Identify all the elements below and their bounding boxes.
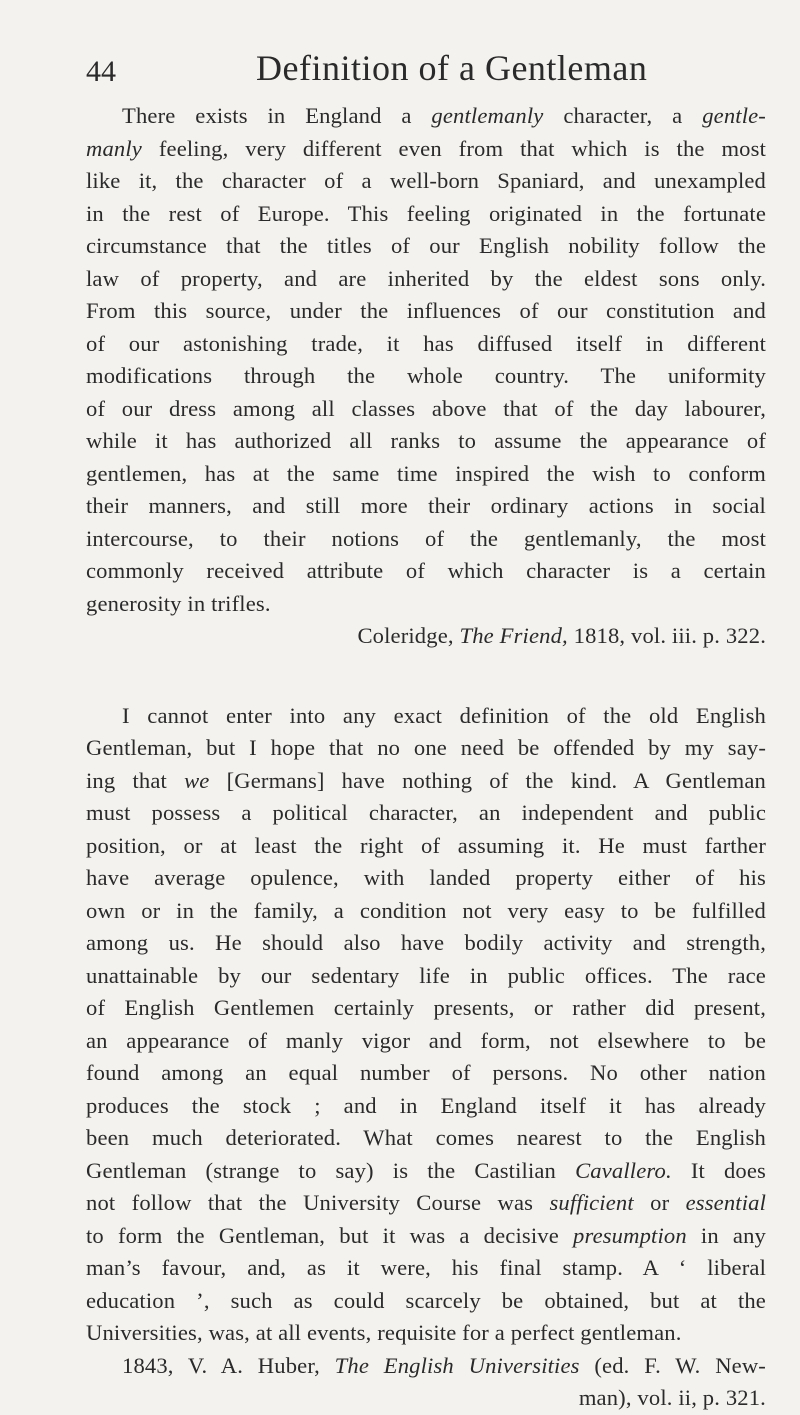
italic-text: gentle-	[702, 103, 766, 128]
huber-line: position, or at least the right of assuming it. He must farther	[86, 832, 766, 858]
huber-line: to form the Gentleman, but it was a decisive presumption in any	[86, 1222, 766, 1248]
italic-text: gentlemanly	[431, 103, 544, 128]
huber-line: must possess a political character, an independent and public	[86, 800, 766, 825]
huber-line: not follow that the University Course was sufficient or essential	[86, 1190, 767, 1215]
italic-text: we	[184, 767, 210, 793]
italic-text: sufficient	[549, 1190, 634, 1215]
page-number: 44	[86, 55, 116, 88]
coleridge-line: of our dress among all classes above that of the day labourer,	[86, 395, 766, 421]
huber-line: unattainable by our sedentary life in public offices. The race	[86, 962, 766, 988]
huber-line: an appearance of manly vigor and form, not elsewhere to be	[86, 1027, 766, 1053]
huber-line: I cannot enter into any exact definition of the old English	[122, 702, 766, 728]
coleridge-line: manly feeling, very different even from that which is the most	[86, 135, 766, 161]
coleridge-line: intercourse, to their notions of the gentlemanly, the most	[86, 525, 766, 551]
huber-line: own or in the family, a condition not very easy to be fulfilled	[86, 897, 766, 923]
huber-line: have average opulence, with landed property either of his	[86, 865, 766, 890]
running-title: Definition of a Gentleman	[256, 48, 648, 88]
huber-line: found among an equal number of persons. No other nation	[86, 1060, 766, 1085]
coleridge-line: their manners, and still more their ordinary actions in social	[86, 493, 766, 518]
coleridge-line: like it, the character of a well-born Spaniard, and unexampled	[86, 168, 766, 193]
italic-text: The English Universities	[334, 1352, 580, 1378]
coleridge-line: of our astonishing trade, it has diffused itself in different	[86, 330, 766, 356]
italic-text: Cavallero.	[575, 1157, 672, 1183]
huber-line: ing that we [Germans] have nothing of the kind. A Gentleman	[86, 767, 766, 793]
coleridge-line: in the rest of Europe. This feeling originated in the fortunate	[86, 200, 766, 226]
section-gap	[86, 653, 766, 700]
quotation-coleridge	[86, 100, 766, 620]
coleridge-line: generosity in trifles.	[86, 590, 271, 616]
coleridge-line: From this source, under the influences of our constitution and	[86, 298, 766, 323]
huber-line: Gentleman (strange to say) is the Castilian Cavallero. It does	[86, 1157, 766, 1183]
citation-huber-line-2: man), vol. ii, p. 321.	[578, 1385, 766, 1410]
coleridge-line: There exists in England a gentlemanly character, a gentle-	[122, 103, 766, 128]
italic-text: presumption	[573, 1222, 687, 1248]
huber-line: man’s favour, and, as it were, his final stamp. A ‘ liberal	[86, 1255, 766, 1280]
coleridge-line: circumstance that the titles of our English nobility follow the	[86, 233, 766, 258]
italic-text: manly	[86, 135, 142, 161]
huber-line: among us. He should also have bodily activity and strength,	[86, 930, 766, 955]
huber-line: been much deteriorated. What comes nearest to the English	[86, 1125, 766, 1150]
coleridge-line: commonly received attribute of which character is a certain	[86, 558, 766, 583]
coleridge-line: modifications through the whole country. The uniformity	[86, 363, 766, 388]
coleridge-line: law of property, and are inherited by the eldest sons only.	[86, 265, 766, 291]
page-body	[86, 100, 766, 1415]
huber-line: Universities, was, at all events, requisite for a perfect gentleman.	[86, 1320, 682, 1345]
citation-coleridge: Coleridge, The Friend, 1818, vol. iii. p. 322.	[357, 623, 766, 648]
citation-huber-line-1: 1843, V. A. Huber, The English Universities (ed. F. W. New-	[122, 1352, 766, 1378]
huber-line: Gentleman, but I hope that no one need be offended by my say-	[86, 735, 766, 760]
italic-text: essential	[685, 1190, 767, 1215]
coleridge-line: while it has authorized all ranks to assume the appearance of	[86, 428, 766, 453]
italic-text: The Friend,	[459, 623, 568, 648]
huber-line: education ’, such as could scarcely be obtained, but at the	[86, 1287, 766, 1313]
quotation-huber	[86, 700, 766, 1350]
running-head	[86, 44, 766, 94]
huber-line: of English Gentlemen certainly presents, or rather did present,	[86, 995, 766, 1020]
huber-line: produces the stock ; and in England itself it has already	[86, 1092, 766, 1118]
coleridge-line: gentlemen, has at the same time inspired the wish to conform	[86, 460, 766, 486]
